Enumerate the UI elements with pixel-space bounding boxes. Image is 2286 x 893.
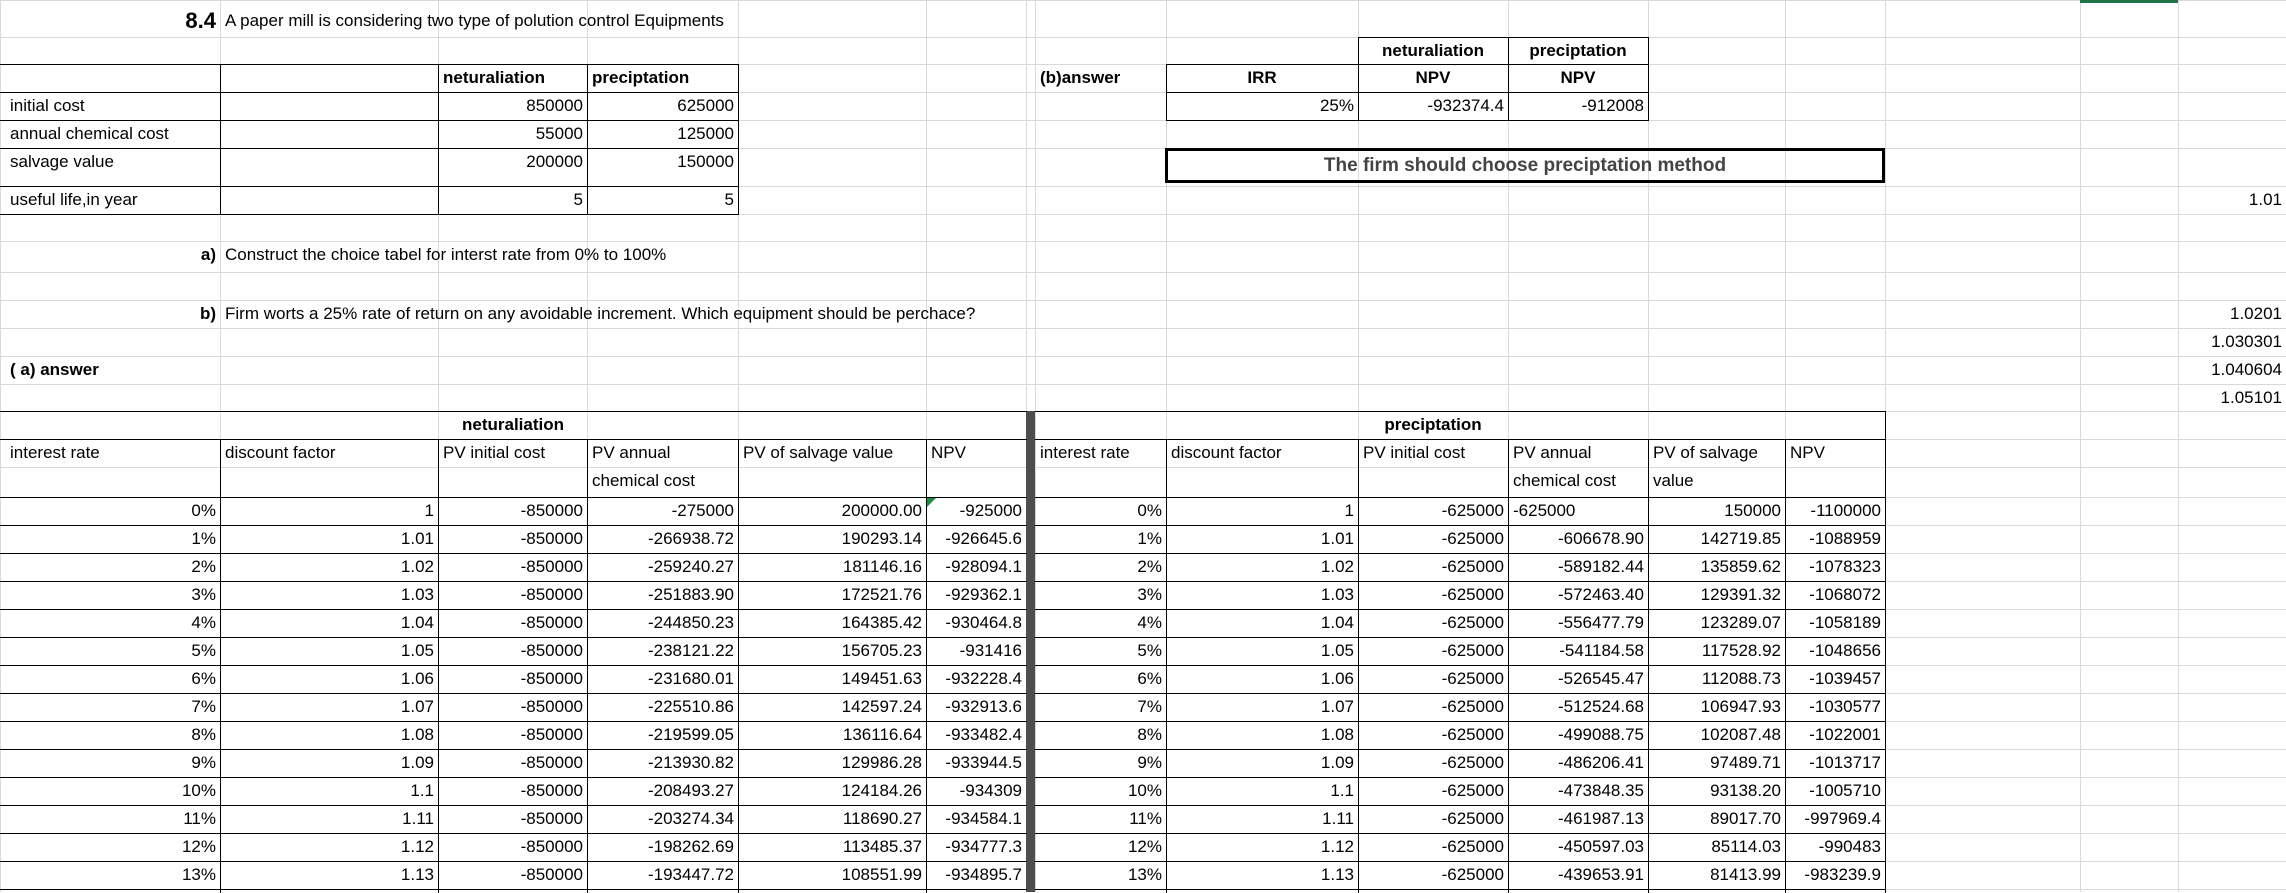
th-prec-pv-salvage-2[interactable]: value	[1653, 471, 1694, 490]
neut-cell-pv-salvage[interactable]: 181146.16	[842, 557, 922, 576]
th-prec-pv-salvage-1[interactable]: PV of salvage	[1653, 443, 1758, 462]
question-b-letter[interactable]: b)	[199, 304, 216, 323]
prec-cell-discount[interactable]: 1.02	[1320, 557, 1354, 576]
neut-cell-interest[interactable]: 11%	[183, 809, 216, 828]
prec-cell-pv-annual[interactable]: -589182.44	[1557, 557, 1644, 576]
prec-cell-pv-annual[interactable]: -499088.75	[1557, 725, 1644, 744]
prec-cell-npv[interactable]: -1048656	[1809, 641, 1881, 660]
data-row-neut-value[interactable]: 850000	[526, 96, 583, 115]
data-row-label[interactable]: salvage value	[10, 152, 114, 171]
prec-cell-interest[interactable]: 10%	[1127, 781, 1162, 800]
prec-cell-pv-annual[interactable]: -473848.35	[1557, 781, 1644, 800]
prec-cell-interest[interactable]: 13%	[1127, 865, 1162, 884]
prec-cell-pv-salvage[interactable]: 85114.03	[1711, 837, 1781, 856]
neut-cell-pv-salvage[interactable]: 129986.28	[841, 753, 922, 772]
prec-cell-pv-annual[interactable]: -450597.03	[1557, 837, 1644, 856]
neut-cell-npv[interactable]: -934584.1	[945, 809, 1022, 828]
neut-cell-interest[interactable]: 1%	[191, 529, 216, 548]
question-a-letter[interactable]: a)	[200, 245, 216, 264]
side-value-4[interactable]: 1.040604	[2211, 360, 2282, 379]
prec-cell-pv-annual[interactable]: -461987.13	[1557, 809, 1644, 828]
prec-cell-pv-initial[interactable]: -625000	[1441, 725, 1504, 744]
neut-cell-pv-annual[interactable]: -198262.69	[647, 837, 734, 856]
neut-cell-pv-initial[interactable]: -850000	[520, 641, 583, 660]
prec-cell-discount[interactable]: 1.08	[1320, 725, 1354, 744]
problem-number[interactable]: 8.4	[185, 8, 216, 33]
neut-cell-interest[interactable]: 5%	[191, 641, 216, 660]
neut-cell-discount[interactable]: 1.09	[400, 753, 434, 772]
prec-cell-discount[interactable]: 1	[1344, 501, 1354, 520]
prec-cell-interest[interactable]: 3%	[1137, 585, 1162, 604]
prec-cell-interest[interactable]: 8%	[1137, 725, 1162, 744]
irr-header[interactable]: IRR	[1247, 68, 1277, 87]
neut-cell-pv-salvage[interactable]: 190293.14	[841, 529, 922, 548]
prec-cell-discount[interactable]: 1.1	[1330, 781, 1354, 800]
data-row-label[interactable]: useful life,in year	[10, 190, 138, 209]
prec-cell-discount[interactable]: 1.11	[1322, 809, 1354, 828]
prec-cell-interest[interactable]: 6%	[1137, 669, 1162, 688]
neut-cell-discount[interactable]: 1.05	[400, 641, 434, 660]
neut-cell-pv-initial[interactable]: -850000	[520, 697, 583, 716]
prec-cell-discount[interactable]: 1.04	[1320, 613, 1354, 632]
question-b-text[interactable]: Firm worts a 25% rate of return on any avoidable increment. Which equipment should be perchace?	[225, 304, 976, 323]
prec-cell-pv-initial[interactable]: -625000	[1441, 865, 1504, 884]
irr-prec-header[interactable]: preciptation	[1529, 41, 1627, 60]
header-neturaliation[interactable]: neturaliation	[443, 68, 546, 87]
neut-cell-interest[interactable]: 7%	[191, 697, 216, 716]
neut-cell-pv-initial[interactable]: -850000	[520, 529, 583, 548]
answer-b-label[interactable]: (b)answer	[1040, 68, 1121, 87]
th-prec-interest[interactable]: interest rate	[1040, 443, 1130, 462]
prec-cell-pv-salvage[interactable]: 129391.32	[1700, 585, 1781, 604]
prec-cell-pv-initial[interactable]: -625000	[1441, 753, 1504, 772]
neut-cell-npv[interactable]: -934895.7	[945, 865, 1022, 884]
neut-cell-discount[interactable]: 1.06	[400, 669, 434, 688]
th-neut-pv-annual-1[interactable]: PV annual	[592, 443, 671, 462]
answer-a-label[interactable]: ( a) answer	[10, 360, 99, 379]
prec-cell-pv-initial[interactable]: -625000	[1441, 809, 1504, 828]
prec-cell-npv[interactable]: -997969.4	[1804, 809, 1881, 828]
neut-cell-interest[interactable]: 0%	[191, 501, 216, 520]
th-prec-pv-annual-1[interactable]: PV annual	[1513, 443, 1592, 462]
irr-neut-header[interactable]: neturaliation	[1381, 41, 1484, 60]
neut-cell-pv-annual[interactable]: -251883.90	[647, 585, 734, 604]
neut-cell-pv-salvage[interactable]: 142597.24	[841, 697, 922, 716]
neut-cell-pv-annual[interactable]: -259240.27	[647, 557, 734, 576]
prec-cell-interest[interactable]: 2%	[1137, 557, 1162, 576]
neut-cell-pv-salvage[interactable]: 200000.00	[841, 501, 922, 520]
data-row-prec-value[interactable]: 625000	[677, 96, 734, 115]
side-value-3[interactable]: 1.030301	[2211, 332, 2282, 351]
data-row-label[interactable]: annual chemical cost	[10, 124, 169, 143]
prec-cell-pv-salvage[interactable]: 123289.07	[1700, 613, 1781, 632]
irr-prec-npv-header[interactable]: NPV	[1560, 68, 1596, 87]
neut-cell-discount[interactable]: 1.12	[400, 837, 434, 856]
neut-cell-pv-annual[interactable]: -208493.27	[647, 781, 734, 800]
neut-cell-interest[interactable]: 12%	[181, 837, 216, 856]
prec-cell-pv-salvage[interactable]: 102087.48	[1700, 725, 1781, 744]
prec-cell-pv-initial[interactable]: -625000	[1441, 557, 1504, 576]
prec-cell-npv[interactable]: -1013717	[1809, 753, 1881, 772]
neut-cell-interest[interactable]: 6%	[191, 669, 216, 688]
prec-cell-interest[interactable]: 7%	[1137, 697, 1162, 716]
prec-cell-pv-salvage[interactable]: 81413.99	[1710, 865, 1781, 884]
prec-cell-pv-salvage[interactable]: 150000	[1724, 501, 1781, 520]
prec-cell-pv-annual[interactable]: -526545.47	[1557, 669, 1644, 688]
prec-cell-interest[interactable]: 0%	[1137, 501, 1162, 520]
prec-cell-discount[interactable]: 1.07	[1320, 697, 1354, 716]
prec-cell-pv-annual[interactable]: -439653.91	[1557, 865, 1644, 884]
neut-npv-value[interactable]: -932374.4	[1427, 96, 1504, 115]
neut-cell-pv-salvage[interactable]: 108551.99	[841, 865, 922, 884]
prec-cell-interest[interactable]: 4%	[1137, 613, 1162, 632]
prec-cell-npv[interactable]: -1030577	[1809, 697, 1881, 716]
neut-cell-npv[interactable]: -930464.8	[945, 613, 1022, 632]
prec-cell-pv-initial[interactable]: -625000	[1441, 669, 1504, 688]
prec-cell-discount[interactable]: 1.03	[1320, 585, 1354, 604]
prec-cell-npv[interactable]: -990483	[1818, 837, 1881, 856]
neut-cell-interest[interactable]: 10%	[181, 781, 216, 800]
prec-cell-npv[interactable]: -1005710	[1809, 781, 1881, 800]
prec-cell-pv-annual[interactable]: -512524.68	[1557, 697, 1644, 716]
prec-cell-interest[interactable]: 11%	[1129, 809, 1162, 828]
prec-cell-interest[interactable]: 12%	[1127, 837, 1162, 856]
neut-cell-pv-annual[interactable]: -275000	[671, 501, 734, 520]
neut-cell-interest[interactable]: 2%	[191, 557, 216, 576]
neut-cell-pv-initial[interactable]: -850000	[520, 585, 583, 604]
prec-cell-pv-annual[interactable]: -572463.40	[1557, 585, 1644, 604]
error-indicator-icon	[927, 497, 937, 507]
prec-cell-pv-salvage[interactable]: 93138.20	[1710, 781, 1781, 800]
th-neut-pv-initial[interactable]: PV initial cost	[443, 443, 546, 462]
neut-cell-npv[interactable]: -925000	[959, 501, 1022, 520]
neut-cell-pv-initial[interactable]: -850000	[520, 613, 583, 632]
neut-cell-pv-initial[interactable]: -850000	[520, 781, 583, 800]
prec-cell-discount[interactable]: 1.09	[1320, 753, 1354, 772]
selected-cell-indicator	[2080, 0, 2178, 3]
prec-cell-npv[interactable]: -1022001	[1809, 725, 1881, 744]
neut-cell-npv[interactable]: -933944.5	[945, 753, 1022, 772]
neut-cell-pv-initial[interactable]: -850000	[520, 669, 583, 688]
neut-cell-pv-annual[interactable]: -193447.72	[647, 865, 734, 884]
th-neut-pv-salvage[interactable]: PV of salvage value	[743, 443, 894, 462]
prec-cell-npv[interactable]: -1078323	[1809, 557, 1881, 576]
neut-cell-interest[interactable]: 4%	[191, 613, 216, 632]
neut-cell-pv-initial[interactable]: -850000	[520, 501, 583, 520]
neut-cell-discount[interactable]: 1.08	[400, 725, 434, 744]
prec-cell-npv[interactable]: -1058189	[1809, 613, 1881, 632]
neut-cell-npv[interactable]: -932913.6	[945, 697, 1022, 716]
prec-cell-pv-annual[interactable]: -625000	[1513, 501, 1576, 520]
data-row-prec-value[interactable]: 5	[724, 190, 734, 209]
neut-cell-pv-initial[interactable]: -850000	[520, 725, 583, 744]
data-row-neut-value[interactable]: 55000	[535, 124, 583, 143]
neut-cell-discount[interactable]: 1	[424, 501, 434, 520]
neut-cell-discount[interactable]: 1.02	[400, 557, 434, 576]
th-prec-pv-annual-2[interactable]: chemical cost	[1513, 471, 1616, 490]
conclusion-banner[interactable]: The firm should choose preciptation method	[1165, 148, 1885, 183]
prec-cell-discount[interactable]: 1.12	[1320, 837, 1354, 856]
neut-cell-discount[interactable]: 1.07	[400, 697, 434, 716]
neut-cell-pv-initial[interactable]: -850000	[520, 865, 583, 884]
neut-cell-pv-salvage[interactable]: 156705.23	[841, 641, 922, 660]
prec-cell-interest[interactable]: 9%	[1137, 753, 1162, 772]
neut-cell-npv[interactable]: -926645.6	[945, 529, 1022, 548]
prec-cell-pv-salvage[interactable]: 89017.70	[1710, 809, 1781, 828]
table-neut-title[interactable]: neturaliation	[461, 415, 564, 434]
prec-cell-pv-salvage[interactable]: 142719.85	[1700, 529, 1781, 548]
neut-cell-pv-salvage[interactable]: 136116.64	[842, 725, 922, 744]
prec-cell-pv-salvage[interactable]: 117528.92	[1701, 641, 1781, 660]
neut-cell-npv[interactable]: -933482.4	[945, 725, 1022, 744]
prec-npv-value[interactable]: -912008	[1581, 96, 1644, 115]
question-a-text[interactable]: Construct the choice tabel for interst rate from 0% to 100%	[225, 245, 667, 264]
neut-cell-discount[interactable]: 1.1	[410, 781, 434, 800]
side-value-2[interactable]: 1.0201	[2230, 304, 2282, 323]
prec-cell-pv-initial[interactable]: -625000	[1441, 585, 1504, 604]
neut-cell-interest[interactable]: 8%	[191, 725, 216, 744]
neut-cell-npv[interactable]: -929362.1	[945, 585, 1022, 604]
neut-cell-pv-salvage[interactable]: 113485.37	[842, 837, 922, 856]
neut-cell-pv-salvage[interactable]: 118690.27	[842, 809, 922, 828]
neut-cell-pv-annual[interactable]: -213930.82	[647, 753, 734, 772]
prec-cell-pv-annual[interactable]: -541184.58	[1559, 641, 1644, 660]
prec-cell-interest[interactable]: 1%	[1137, 529, 1162, 548]
neut-cell-pv-annual[interactable]: -203274.34	[647, 809, 734, 828]
neut-cell-interest[interactable]: 9%	[191, 753, 216, 772]
prec-cell-pv-initial[interactable]: -625000	[1441, 613, 1504, 632]
problem-title[interactable]: A paper mill is considering two type of polution control Equipments	[225, 11, 724, 30]
prec-cell-npv[interactable]: -1100000	[1810, 501, 1881, 520]
data-row-neut-value[interactable]: 5	[573, 190, 583, 209]
prec-cell-discount[interactable]: 1.05	[1320, 641, 1354, 660]
th-prec-pv-initial[interactable]: PV initial cost	[1363, 443, 1466, 462]
neut-cell-pv-salvage[interactable]: 149451.63	[841, 669, 922, 688]
neut-cell-npv[interactable]: -931416	[959, 641, 1022, 660]
prec-cell-npv[interactable]: -1088959	[1809, 529, 1881, 548]
table-prec-title[interactable]: preciptation	[1384, 415, 1482, 434]
neut-cell-pv-initial[interactable]: -850000	[520, 809, 583, 828]
th-prec-discount[interactable]: discount factor	[1171, 443, 1282, 462]
prec-cell-pv-initial[interactable]: -625000	[1441, 641, 1504, 660]
prec-cell-pv-salvage[interactable]: 97489.71	[1710, 753, 1781, 772]
th-neut-npv[interactable]: NPV	[931, 443, 966, 462]
neut-cell-pv-annual[interactable]: -219599.05	[647, 725, 734, 744]
header-preciptation[interactable]: preciptation	[592, 68, 690, 87]
data-row-neut-value[interactable]: 200000	[526, 152, 583, 171]
prec-cell-npv[interactable]: -983239.9	[1804, 865, 1881, 884]
prec-cell-pv-annual[interactable]: -486206.41	[1557, 753, 1644, 772]
prec-cell-pv-initial[interactable]: -625000	[1441, 781, 1504, 800]
neut-cell-pv-annual[interactable]: -244850.23	[647, 613, 734, 632]
prec-cell-pv-initial[interactable]: -625000	[1441, 697, 1504, 716]
neut-cell-pv-annual[interactable]: -238121.22	[647, 641, 734, 660]
prec-cell-discount[interactable]: 1.01	[1320, 529, 1354, 548]
th-prec-npv[interactable]: NPV	[1790, 443, 1825, 462]
neut-cell-discount[interactable]: 1.03	[400, 585, 434, 604]
neut-cell-discount[interactable]: 1.13	[400, 865, 434, 884]
data-row-prec-value[interactable]: 150000	[677, 152, 734, 171]
side-value-5[interactable]: 1.05101	[2220, 388, 2282, 407]
neut-cell-discount[interactable]: 1.11	[402, 809, 434, 828]
neut-cell-npv[interactable]: -934309	[959, 781, 1022, 800]
prec-cell-interest[interactable]: 5%	[1137, 641, 1162, 660]
neut-cell-interest[interactable]: 3%	[191, 585, 216, 604]
neut-cell-discount[interactable]: 1.01	[400, 529, 434, 548]
irr-neut-npv-header[interactable]: NPV	[1415, 68, 1451, 87]
neut-cell-pv-initial[interactable]: -850000	[520, 557, 583, 576]
neut-cell-npv[interactable]: -932228.4	[945, 669, 1022, 688]
irr-value[interactable]: 25%	[1319, 96, 1354, 115]
neut-cell-interest[interactable]: 13%	[181, 865, 216, 884]
th-neut-pv-annual-2[interactable]: chemical cost	[592, 471, 695, 490]
neut-cell-pv-initial[interactable]: -850000	[520, 753, 583, 772]
neut-cell-pv-salvage[interactable]: 172521.76	[841, 585, 922, 604]
prec-cell-pv-initial[interactable]: -625000	[1441, 501, 1504, 520]
neut-cell-pv-initial[interactable]: -850000	[520, 837, 583, 856]
neut-cell-pv-annual[interactable]: -266938.72	[647, 529, 734, 548]
side-value-1[interactable]: 1.01	[2248, 190, 2282, 209]
prec-cell-pv-salvage[interactable]: 112088.73	[1701, 669, 1781, 688]
th-neut-interest[interactable]: interest rate	[10, 443, 100, 462]
data-row-label[interactable]: initial cost	[10, 96, 85, 115]
prec-cell-npv[interactable]: -1039457	[1809, 669, 1881, 688]
prec-cell-pv-initial[interactable]: -625000	[1441, 837, 1504, 856]
data-row-prec-value[interactable]: 125000	[677, 124, 734, 143]
neut-cell-npv[interactable]: -928094.1	[945, 557, 1022, 576]
neut-cell-pv-salvage[interactable]: 124184.26	[841, 781, 922, 800]
prec-cell-discount[interactable]: 1.06	[1320, 669, 1354, 688]
th-neut-discount[interactable]: discount factor	[225, 443, 336, 462]
neut-cell-npv[interactable]: -934777.3	[945, 837, 1022, 856]
prec-cell-discount[interactable]: 1.13	[1320, 865, 1354, 884]
prec-cell-pv-initial[interactable]: -625000	[1441, 529, 1504, 548]
frozen-pane-divider	[1026, 411, 1035, 892]
neut-cell-discount[interactable]: 1.04	[400, 613, 434, 632]
neut-cell-pv-annual[interactable]: -231680.01	[647, 669, 734, 688]
neut-cell-pv-annual[interactable]: -225510.86	[647, 697, 734, 716]
prec-cell-pv-salvage[interactable]: 135859.62	[1700, 557, 1781, 576]
prec-cell-pv-annual[interactable]: -556477.79	[1557, 613, 1644, 632]
prec-cell-pv-salvage[interactable]: 106947.93	[1700, 697, 1781, 716]
prec-cell-npv[interactable]: -1068072	[1809, 585, 1881, 604]
neut-cell-pv-salvage[interactable]: 164385.42	[841, 613, 922, 632]
prec-cell-pv-annual[interactable]: -606678.90	[1557, 529, 1644, 548]
